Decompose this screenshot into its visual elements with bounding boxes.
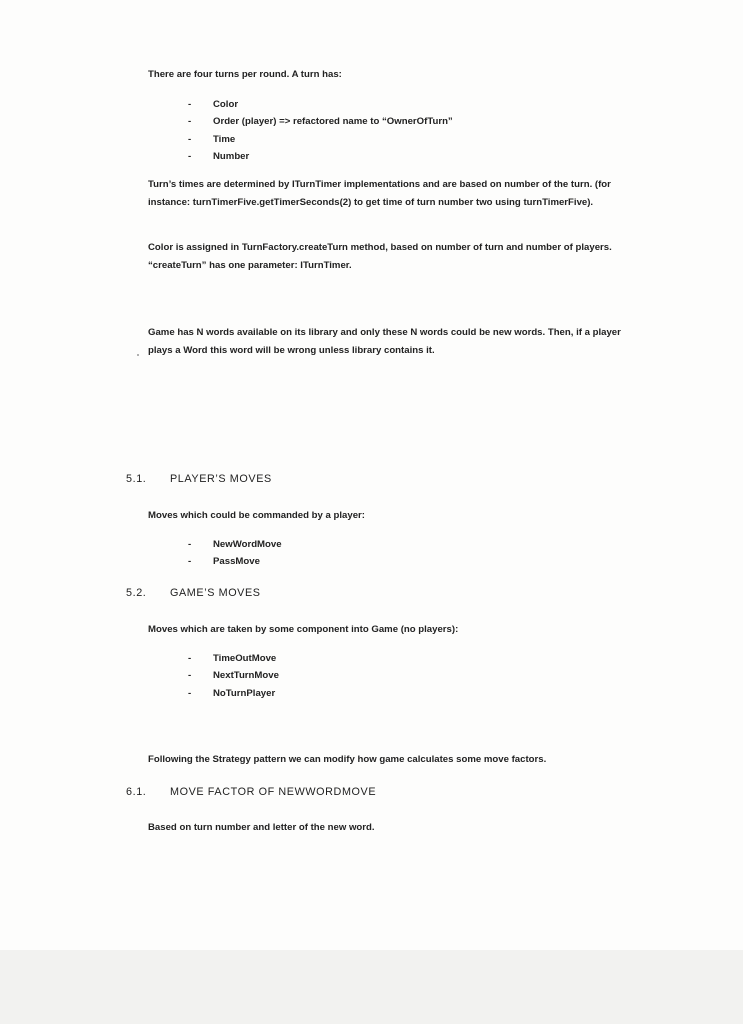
list-item: - PassMove [176, 553, 282, 570]
list-item: - Number [176, 148, 453, 165]
section-heading-5-1 [126, 473, 272, 485]
game-moves-list [176, 650, 279, 702]
dash-marker: - [188, 99, 192, 110]
paragraph-strategy: Following the Strategy pattern we can modify how game calculates some move factors. [148, 754, 547, 765]
turn-attributes-list [176, 96, 453, 166]
list-item: - NoTurnPlayer [176, 685, 279, 702]
list-item: - TimeOutMove [176, 650, 279, 667]
list-item: - NextTurnMove [176, 667, 279, 684]
dash-marker: - [188, 556, 192, 568]
intro-text: There are four turns per round. A turn has: [148, 69, 342, 80]
dash-marker: - [188, 133, 192, 145]
dash-marker: - [188, 151, 192, 163]
section-title: PLAYER’S MOVES [170, 473, 272, 485]
section-heading-5-2 [126, 587, 261, 599]
player-moves-list [176, 536, 282, 571]
section-title: MOVE FACTOR OF NEWWORDMOVE [170, 786, 377, 798]
section-6-1-text: Based on turn number and letter of the new word. [148, 822, 375, 833]
list-item: - Time [176, 131, 453, 148]
list-item: - Color [176, 96, 453, 113]
section-number: 6.1. [126, 786, 147, 798]
paragraph-turn-times: Turn’s times are determined by ITurnTimer implementations and are based on number of the turn. (for instance: turnTimerFive.getTimerSeconds(2) to get time of turn number two using turnTimerFive). [148, 179, 611, 208]
list-item: - Order (player) => refactored name to “OwnerOfTurn” [176, 113, 453, 130]
section-5-2-text: Moves which are taken by some component into Game (no players): [148, 624, 459, 635]
section-number: 5.2. [126, 587, 147, 599]
list-item: - NewWordMove [176, 536, 282, 553]
paragraph-color-assignment: Color is assigned in TurnFactory.createTurn method, based on number of turn and number of players. “createTurn” has one parameter: ITurnTimer. [148, 242, 612, 271]
dash-marker: - [188, 116, 192, 128]
section-heading-6-1 [126, 786, 376, 798]
dash-marker: - [188, 539, 192, 550]
section-number: 5.1. [126, 473, 147, 485]
dash-marker: - [188, 687, 192, 699]
section-title: GAME’S MOVES [170, 587, 261, 599]
scan-speck [137, 354, 139, 356]
paragraph-word-library: Game has N words available on its library and only these N words could be new words. Then, if a player plays a Word this word will be wrong unless library contains it. [148, 327, 621, 356]
scan-background [0, 950, 743, 1024]
dash-marker: - [188, 670, 192, 682]
section-5-1-text: Moves which could be commanded by a player: [148, 510, 365, 521]
dash-marker: - [188, 653, 192, 664]
